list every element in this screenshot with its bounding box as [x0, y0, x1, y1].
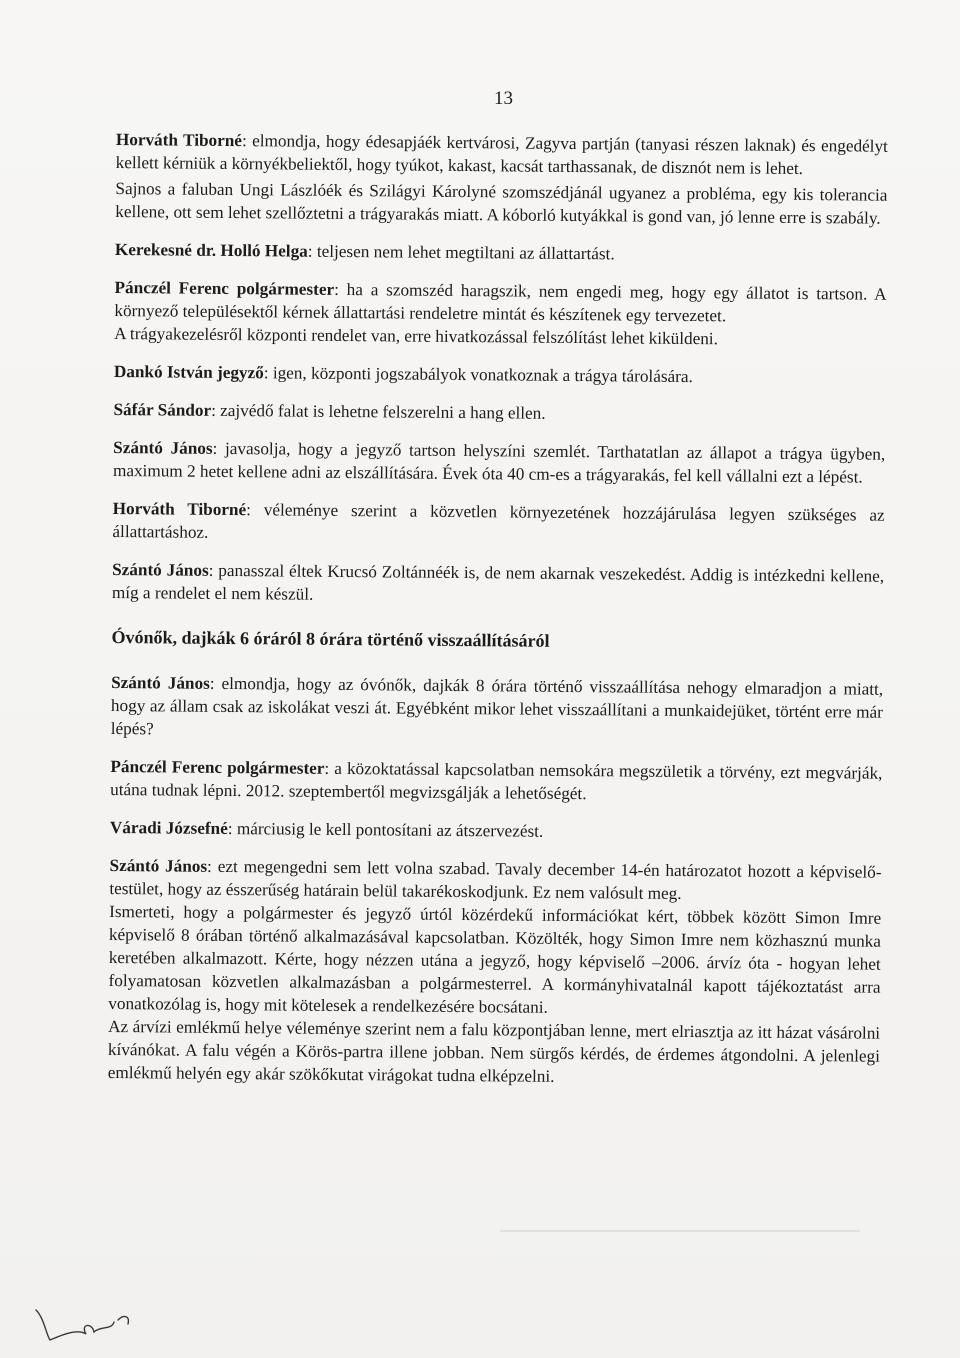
paragraph-text: : panasszal éltek Krucsó Zoltánnéék is, de nem akarnak veszekedést. Addig is intézkedni kellene, míg a rendelet el nem készül. [111, 560, 885, 604]
paragraph [111, 671, 884, 747]
handwritten-signature [30, 1290, 150, 1350]
speaker-name: Kerekesné dr. Holló Helga [114, 239, 308, 261]
speaker-name: Horváth Tiborné [112, 498, 247, 520]
paragraph [115, 238, 887, 268]
paragraph-text: : márciusig le kell pontosítani az átszervezést. [227, 819, 544, 841]
paragraph-text: A trágyakezelésről központi rendelet van, erre hivatkozással felszólítást lehet kiküldeni. [114, 323, 719, 349]
paragraph-text: : ha a szomszéd haragszik, nem engedi meg, hogy egy állatot is tartson. A környező településektől kérnek állattartási rendeletre mintát és készítenek egy tervezetet. [114, 279, 887, 326]
paragraph-text: : elmondja, hogy az óvónők, dajkák 8 órára történő visszaállítása nehogy elmaradjon a miatt, hogy az állam csak az iskolákat veszi át. Egyébként mikor lehet visszaállítani a munkaidejüket, történt erre már lépés? [110, 673, 884, 739]
speaker-name: Szántó János [112, 559, 209, 580]
page-number: 13 [494, 88, 513, 109]
section-heading: Óvónők, dajkák 6 óráról 8 órára történő visszaállításáról [111, 626, 550, 651]
speaker-name: Szántó János [111, 672, 210, 693]
paragraph-text: : javasolja, hogy a jegyző tartson helyszíni szemlét. Tarthatatlan az állapot a trágya ügyben, maximum 2 hetet kellene adni az elszállítására. Évek óta 40 cm-es a trágyarakás, fel kell vállalni ezt a lépést. [112, 438, 886, 487]
paragraph-text: : zajvédő falat is lehetne felszerelni a hang ellen. [211, 400, 546, 423]
paragraph-text: : elmondja, hogy édesapjáék kertvárosi, Zagyva partján (tanyasi részen laknak) és engedélyt kellett kérniük a környékbeliektől, hogy tyúkot, kakast, kacsát tarthassanak, de disznót nem is lehet. [115, 131, 888, 178]
paragraph [116, 128, 888, 181]
paragraph-text: Ismerteti, hogy a polgármester és jegyző úrtól közérdekű információkat kért, többek között Simon Imre képviselő 8 órában történő alkalmazásával kapcsolatban. Közölték, hogy Simon Imre nem közhasznú munka keretében alkalmazott. Kérte, hogy nézzen utána a jegyző, hogy képviselő –2006. árvíz óta - hogyan lehet folyamatosan közvetlen alkalmazásban a polgármesterrel. A kormányhivatalnál kapott tájékoztatást arra vonatkozólag is, hogy mit kötelesek a rendelkezésére bocsátani. [108, 901, 882, 1017]
paragraph [112, 497, 884, 550]
paragraph-text: : a közoktatással kapcsolatban nemsokára megszületik a törvény, ezt megvárják, utána tudnak lépni. 2012. szeptembertől megvizsgálják a lehetőségét. [110, 758, 883, 804]
paragraph-text: Az árvízi emlékmű helye véleménye szerint nem a falu központjában lenne, mert elriasztja az itt házat vásárolni kívánókat. A falu végén a Körös-partra illene jobban. Nem sürgős kérdés, de érdemes átgondolni. A jelenlegi emlékmű helyén egy akár szökőkutat virágokat tudna elképzelni. [107, 1016, 881, 1086]
paragraph [110, 816, 882, 846]
bleed-through-line [500, 1230, 860, 1232]
speaker-name: Váradi Józsefné [109, 817, 228, 839]
paragraph-text: : teljesen nem lehet megtiltani az állattartást. [307, 241, 615, 264]
paragraph-text: : igen, központi jogszabályok vonatkoznak a trágya tárolására. [263, 363, 693, 387]
paragraph [113, 398, 885, 428]
paragraph-text: Sajnos a faluban Ungi Lászlóék és Szilágyi Károlyné szomszédjánál ugyanez a probléma, egy kis tolerancia kellene, ott sem lehet szellőztetni a trágyarakás miatt. A kóborló kutyákkal is gond van, jó lenne erre is szabály. [115, 178, 888, 228]
document-body [108, 128, 888, 1091]
paragraph [108, 1015, 881, 1091]
speaker-name: Pánczél Ferenc polgármester [110, 756, 325, 778]
paragraph [114, 360, 886, 390]
paragraph [115, 177, 887, 230]
speaker-name: Sáfár Sándor [113, 399, 212, 420]
speaker-name: Szántó János [109, 855, 208, 876]
speaker-name: Pánczél Ferenc polgármester [114, 277, 335, 299]
paragraph [113, 436, 885, 489]
paragraph [109, 854, 881, 907]
paragraph [114, 276, 886, 329]
paragraph-text: : véleménye szerint a közvetlen környezetének hozzájárulása legyen szükséges az állattartáshoz. [112, 500, 885, 542]
speaker-name: Horváth Tiborné [115, 129, 243, 151]
paragraph [108, 900, 881, 1022]
paragraph [112, 558, 884, 611]
paragraph-text: : ezt megengedni sem lett volna szabad. Tavaly december 14-én határozatot hozott a képviselő-testület, hogy az ésszerűség határain belül takarékoskodjunk. Ez nem valósult meg. [109, 856, 882, 903]
paragraph [110, 755, 882, 808]
speaker-name: Dankó István jegyző [113, 361, 264, 383]
speaker-name: Szántó János [113, 437, 213, 458]
